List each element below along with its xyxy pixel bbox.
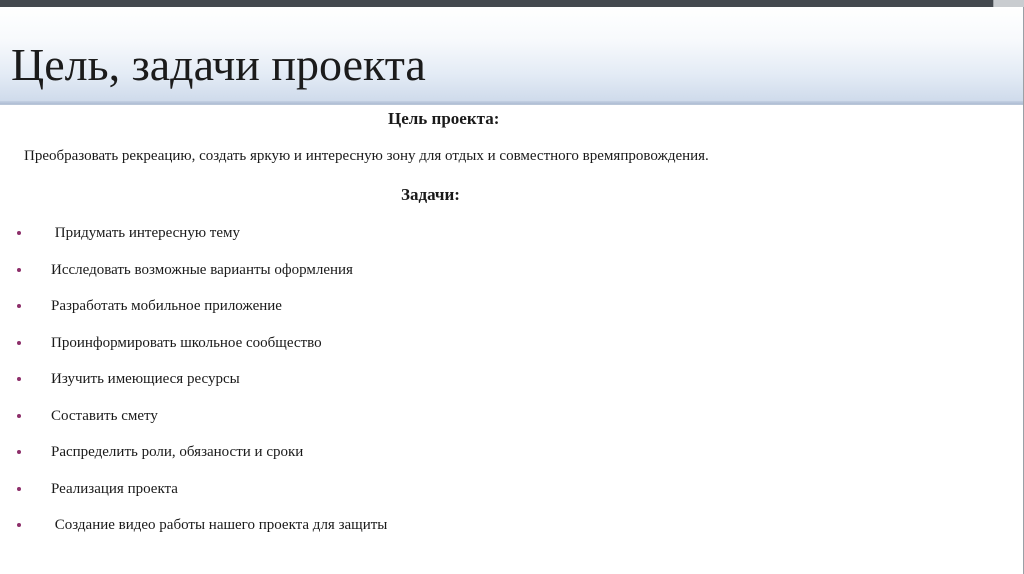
title-band [0, 7, 1024, 105]
task-item-label: Разработать мобильное приложение [51, 298, 282, 314]
task-item-label: Исследовать возможные варианты оформления [51, 261, 353, 278]
bullet-dot-icon [17, 450, 21, 454]
slide-title: Цель, задачи проекта [11, 39, 426, 90]
bullet-dot-icon [17, 231, 21, 235]
task-item-label: Составить смету [51, 407, 158, 424]
bullet-dot-icon [17, 487, 21, 491]
top-strip [0, 0, 1024, 7]
goal-heading: Цель проекта: [388, 109, 500, 128]
bullet-dot-icon [17, 268, 21, 272]
bullet-dot-icon [17, 414, 21, 418]
bullet-dot-icon [17, 377, 21, 381]
slide-content [0, 104, 1024, 574]
task-item-label: Проинформировать школьное сообщество [51, 334, 322, 351]
task-item-label: Распределить роли, обязаности и сроки [51, 444, 304, 460]
bullet-dot-icon [17, 304, 21, 308]
task-item-label: Изучить имеющиеся ресурсы [51, 371, 240, 387]
task-item-label: Создание видео работы нашего проекта для защиты [51, 517, 388, 533]
top-strip-notch [993, 0, 1024, 7]
tasks-heading: Задачи: [401, 185, 460, 204]
task-item-label: Придумать интересную тему [51, 225, 240, 241]
task-item-label: Реализация проекта [51, 480, 178, 497]
goal-text: Преобразовать рекреацию, создать яркую и интересную зону для отдых и совместного времяпровождения. [24, 148, 709, 164]
bullet-dot-icon [17, 523, 21, 527]
bullet-dot-icon [17, 341, 21, 345]
